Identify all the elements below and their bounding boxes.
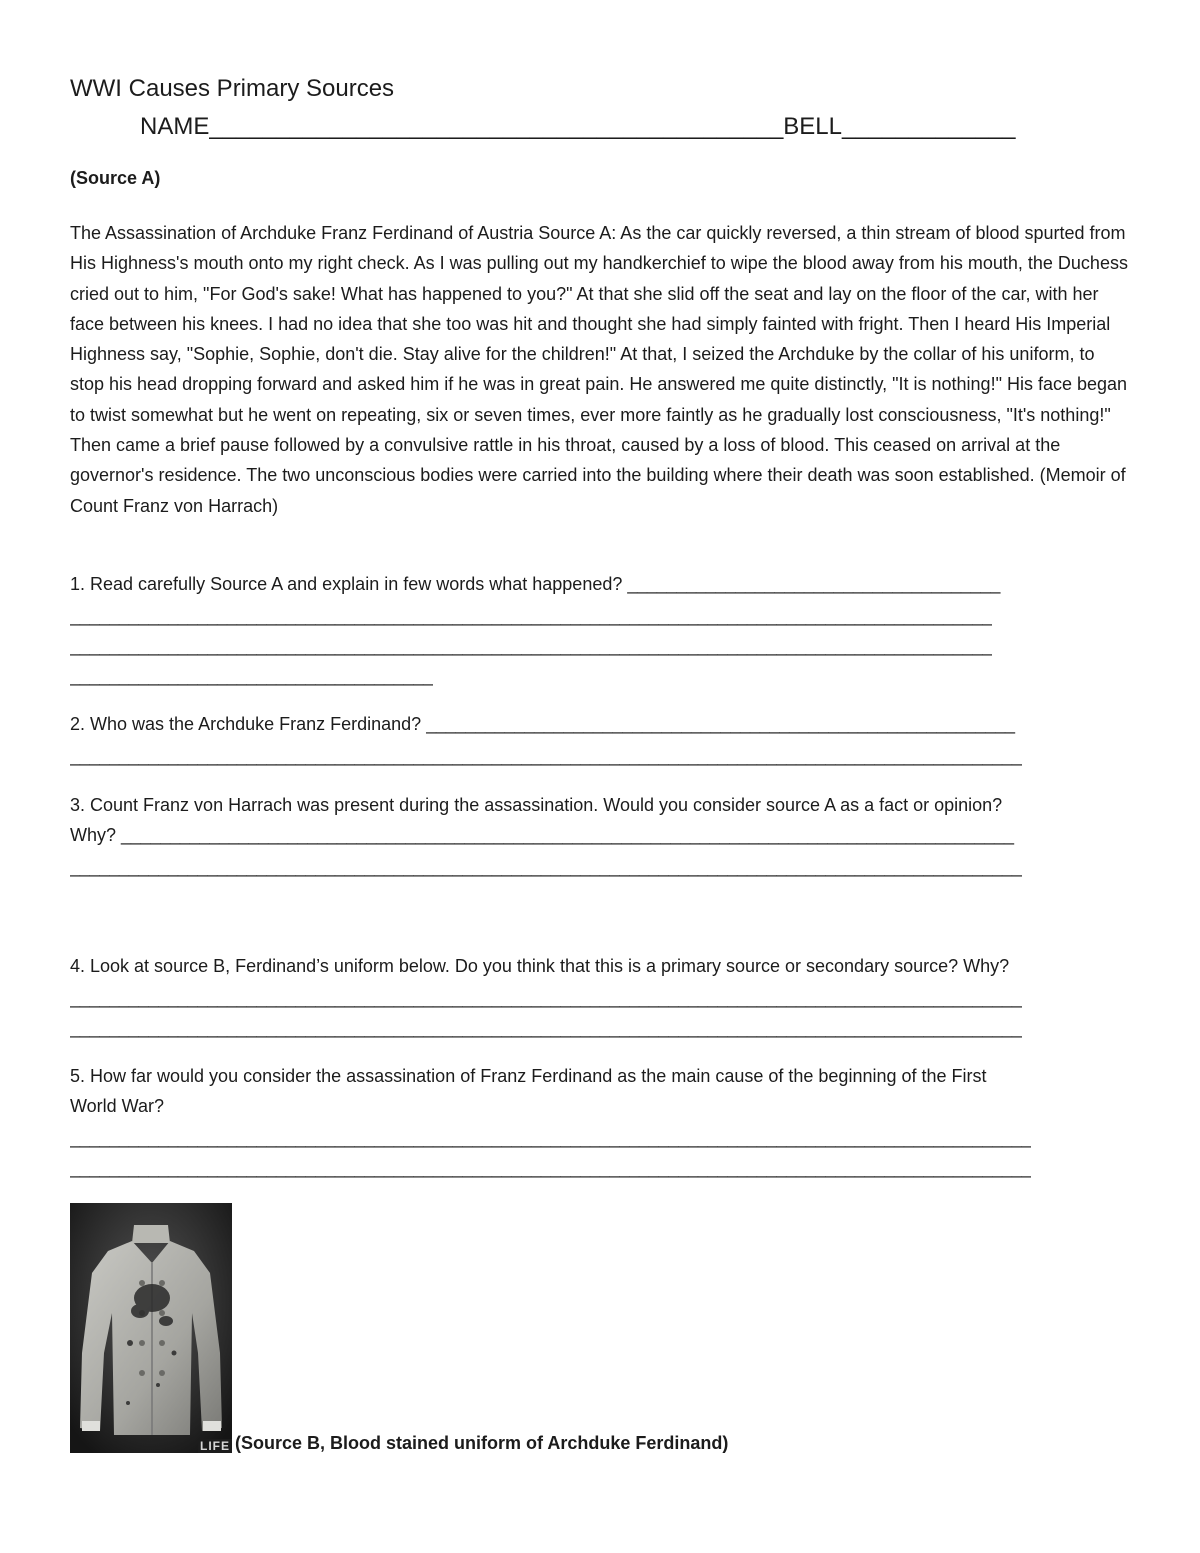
answer-blank: ______________________________________________________________________________________________ <box>70 606 993 626</box>
source-b-caption: (Source B, Blood stained uniform of Archduke Ferdinand) <box>235 1433 729 1453</box>
question-1-text: 1. Read carefully Source A and explain in few words what happened? <box>70 574 628 594</box>
answer-blank: ______________________________________ <box>627 574 1001 594</box>
name-bell-line: NAME___________________________________________BELL_____________ <box>140 113 1016 140</box>
answer-blank: _____________________________________ <box>70 666 433 686</box>
uniform-illustration <box>70 1203 232 1453</box>
answer-blank: _________________________________________________________________________________________________ <box>70 746 1022 766</box>
life-watermark: LIFE <box>200 1439 230 1453</box>
answer-blank: ______________________________________________________________________________________________ <box>70 636 993 656</box>
answer-blank: ____________________________________________________________ <box>426 714 1015 734</box>
question-3-why-label: Why? <box>70 825 122 845</box>
answer-blank: _________________________________________________________________________________________________ <box>70 1018 1022 1038</box>
question-1 <box>70 574 1000 595</box>
answer-blank: __________________________________________________________________________________________________ <box>70 1158 1032 1178</box>
answer-blank: __________________________________________________________________________________________________ <box>70 1128 1032 1148</box>
question-5-text: 5. How far would you consider the assassination of Franz Ferdinand as the main cause of the beginning of the First <box>70 1066 987 1086</box>
source-a-label: (Source A) <box>70 168 161 188</box>
source-a-text: The Assassination of Archduke Franz Ferdinand of Austria Source A: As the car quickly reversed, a thin stream of blood spurted from His Highness's mouth onto my right check. As I was pulling out my handkerchief to wipe the blood away from his mouth, the Duchess cried out to him, "For God's sake! What has happened to you?" At that she slid off the seat and lay on the floor of the car, with her face between his knees. I had no idea that she too was hit and thought she had simply fainted with fright. Then I heard His Imperial Highness say, "Sophie, Sophie, don't die. Stay alive for the children!" At that, I seized the Archduke by the collar of his uniform, to stop his head dropping forward and asked him if he was in great pain. He answered me quite distinctly, "It is nothing!" His face began to twist somewhat but he went on repeating, six or seven times, ever more faintly as he gradually lost consciousness, "It's nothing!" Then came a brief pause followed by a convulsive rattle in his throat, caused by a loss of blood. This ceased on arrival at the governor's residence. The two unconscious bodies were carried into the building where their death was soon established. (Memoir of Count Franz von Harrach) <box>70 223 1128 516</box>
question-2-text: 2. Who was the Archduke Franz Ferdinand? <box>70 714 427 734</box>
question-4-text: 4. Look at source B, Ferdinand’s uniform below. Do you think that this is a primary source or secondary source? Why? <box>70 956 1010 976</box>
answer-blank: ___________________________________________________________________________________________ <box>121 825 1014 845</box>
question-3-why <box>70 825 1014 846</box>
question-2 <box>70 714 1015 735</box>
page-title: WWI Causes Primary Sources <box>70 75 395 102</box>
uniform-photo <box>70 1203 232 1453</box>
answer-blank: _________________________________________________________________________________________________ <box>70 857 1022 877</box>
question-5-cont: World War? <box>70 1096 165 1116</box>
question-3-text: 3. Count Franz von Harrach was present during the assassination. Would you consider source A as a fact or opinion? <box>70 795 1003 815</box>
answer-blank: _________________________________________________________________________________________________ <box>70 988 1022 1008</box>
